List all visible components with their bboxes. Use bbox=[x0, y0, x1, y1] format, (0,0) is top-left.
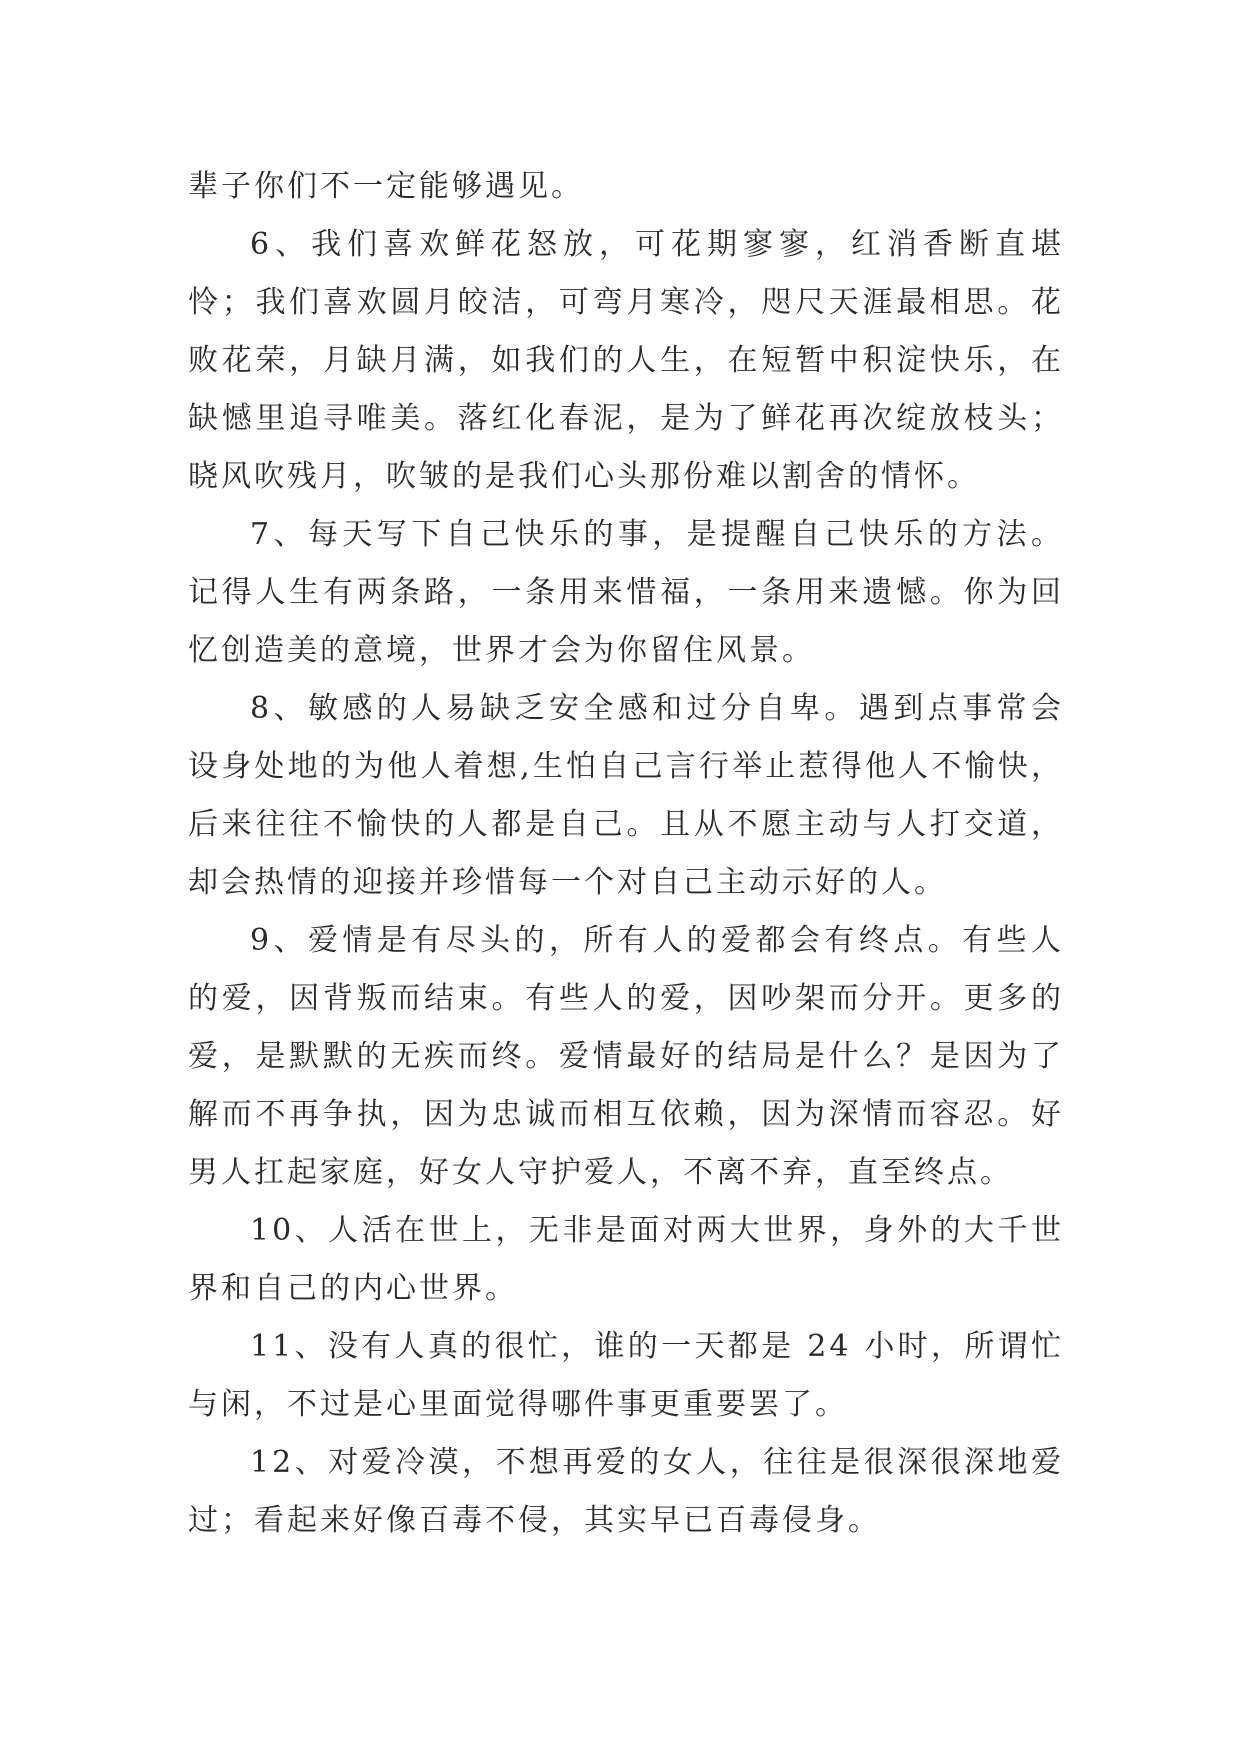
paragraph-item-7: 7、每天写下自己快乐的事，是提醒自己快乐的方法。记得人生有两条路，一条用来惜福，一条用来遗憾。你为回忆创造美的意境，世界才会为你留住风景。 bbox=[188, 517, 1064, 668]
paragraph-item-8: 8、敏感的人易缺乏安全感和过分自卑。遇到点事常会设身处地的为他人着想,生怕自己言行举止惹得他人不愉快，后来往往不愉快的人都是自己。且从不愿主动与人打交道，却会热情的迎接并珍惜每一个对自己主动示好的人。 bbox=[188, 691, 1064, 900]
paragraph-item-10: 10、人活在世上，无非是面对两大世界，身外的大千世界和自己的内心世界。 bbox=[188, 1213, 1064, 1306]
paragraph-item-6: 6、我们喜欢鲜花怒放，可花期寥寥，红消香断直堪怜；我们喜欢圆月皎洁，可弯月寒冷，咫尺天涯最相思。花败花荣，月缺月满，如我们的人生，在短暂中积淀快乐，在缺憾里追寻唯美。落红化春泥，是为了鲜花再次绽放枝头；晓风吹残月，吹皱的是我们心头那份难以割舍的情怀。 bbox=[188, 227, 1064, 494]
paragraph-item-12: 12、对爱冷漠，不想再爱的女人，往往是很深很深地爱过；看起来好像百毒不侵，其实早已百毒侵身。 bbox=[188, 1445, 1064, 1538]
body-text bbox=[188, 158, 1064, 1550]
paragraph-item-11: 11、没有人真的很忙，谁的一天都是 24 小时，所谓忙与闲，不过是心里面觉得哪件事更重要罢了。 bbox=[188, 1329, 1064, 1422]
paragraph-continuation: 辈子你们不一定能够遇见。 bbox=[188, 169, 584, 204]
paragraph-item-9: 9、爱情是有尽头的，所有人的爱都会有终点。有些人的爱，因背叛而结束。有些人的爱，因吵架而分开。更多的爱，是默默的无疾而终。爱情最好的结局是什么？是因为了解而不再争执，因为忠诚而相互依赖，因为深情而容忍。好男人扛起家庭，好女人守护爱人，不离不弃，直至终点。 bbox=[188, 923, 1064, 1190]
